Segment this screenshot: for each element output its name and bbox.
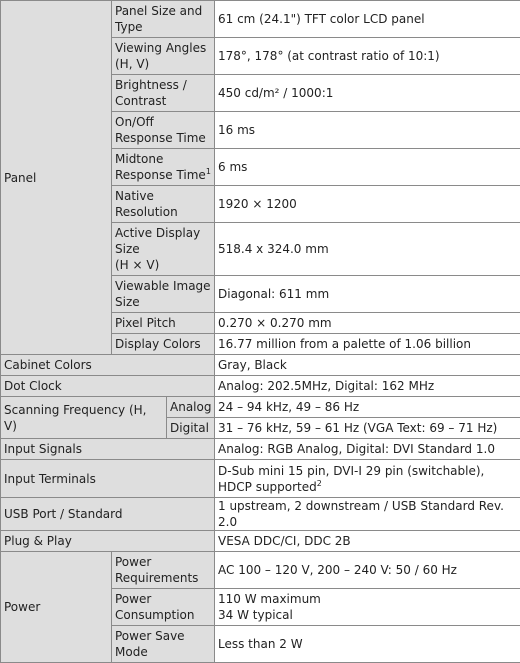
spec-value: 450 cd/m² / 1000:1 bbox=[215, 75, 520, 112]
spec-label: Native Resolution bbox=[112, 186, 215, 223]
spec-label: USB Port / Standard bbox=[1, 498, 215, 531]
spec-label: Scanning Frequency (H, V) bbox=[1, 397, 167, 439]
spec-value: Analog: RGB Analog, Digital: DVI Standard 1.0 bbox=[215, 439, 520, 460]
spec-row bbox=[1, 355, 520, 376]
spec-value: 518.4 x 324.0 mm bbox=[215, 223, 520, 276]
spec-value: AC 100 – 120 V, 200 – 240 V: 50 / 60 Hz bbox=[215, 552, 520, 589]
spec-label: Power Save Mode bbox=[112, 626, 215, 663]
spec-label: Panel Size and Type bbox=[112, 1, 215, 38]
spec-row bbox=[1, 552, 520, 589]
spec-value-line2: 34 W typical bbox=[218, 607, 517, 623]
spec-value: Gray, Black bbox=[215, 355, 520, 376]
spec-value bbox=[215, 589, 520, 626]
spec-label: Display Colors bbox=[112, 334, 215, 355]
spec-value: 31 – 76 kHz, 59 – 61 Hz (VGA Text: 69 – 71 Hz) bbox=[215, 418, 520, 439]
spec-value: 6 ms bbox=[215, 149, 520, 186]
spec-value: 16.77 million from a palette of 1.06 billion bbox=[215, 334, 520, 355]
spec-value: 0.270 × 0.270 mm bbox=[215, 313, 520, 334]
spec-row bbox=[1, 498, 520, 531]
spec-value: 61 cm (24.1") TFT color LCD panel bbox=[215, 1, 520, 38]
spec-label bbox=[112, 149, 215, 186]
spec-value-line1: 110 W maximum bbox=[218, 591, 517, 607]
spec-value: 178°, 178° (at contrast ratio of 10:1) bbox=[215, 38, 520, 75]
spec-sublabel-digital: Digital bbox=[167, 418, 215, 439]
spec-value: VESA DDC/CI, DDC 2B bbox=[215, 531, 520, 552]
group-label-power: Power bbox=[1, 552, 112, 663]
spec-value: Analog: 202.5MHz, Digital: 162 MHz bbox=[215, 376, 520, 397]
spec-label: Pixel Pitch bbox=[112, 313, 215, 334]
spec-label: Power Requirements bbox=[112, 552, 215, 589]
spec-row bbox=[1, 397, 520, 418]
spec-label: Power Consumption bbox=[112, 589, 215, 626]
spec-row bbox=[1, 460, 520, 498]
spec-label: On/Off Response Time bbox=[112, 112, 215, 149]
spec-label: Input Signals bbox=[1, 439, 215, 460]
spec-label-text-line2: (H × V) bbox=[115, 257, 211, 273]
spec-label: Brightness / Contrast bbox=[112, 75, 215, 112]
spec-label: Viewing Angles (H, V) bbox=[112, 38, 215, 75]
spec-label bbox=[112, 223, 215, 276]
spec-sublabel-analog: Analog bbox=[167, 397, 215, 418]
spec-label: Dot Clock bbox=[1, 376, 215, 397]
spec-value-text: D-Sub mini 15 pin, DVI-I 29 pin (switchable), HDCP supported bbox=[218, 464, 484, 494]
spec-value: 24 – 94 kHz, 49 – 86 Hz bbox=[215, 397, 520, 418]
footnote-marker: 2 bbox=[317, 479, 322, 488]
spec-value: Diagonal: 611 mm bbox=[215, 276, 520, 313]
spec-label: Plug & Play bbox=[1, 531, 215, 552]
spec-label: Cabinet Colors bbox=[1, 355, 215, 376]
spec-value: 1 upstream, 2 downstream / USB Standard Rev. 2.0 bbox=[215, 498, 520, 531]
spec-row bbox=[1, 376, 520, 397]
spec-value: 1920 × 1200 bbox=[215, 186, 520, 223]
spec-row bbox=[1, 531, 520, 552]
spec-value bbox=[215, 460, 520, 498]
spec-label-text: Active Display Size bbox=[115, 226, 200, 256]
footnote-marker: 1 bbox=[206, 167, 211, 176]
spec-label: Input Terminals bbox=[1, 460, 215, 498]
spec-row bbox=[1, 439, 520, 460]
group-label-panel: Panel bbox=[1, 1, 112, 355]
spec-label: Viewable Image Size bbox=[112, 276, 215, 313]
spec-value: Less than 2 W bbox=[215, 626, 520, 663]
spec-label-text: Midtone Response Time bbox=[115, 152, 206, 182]
spec-value: 16 ms bbox=[215, 112, 520, 149]
spec-row bbox=[1, 1, 520, 38]
